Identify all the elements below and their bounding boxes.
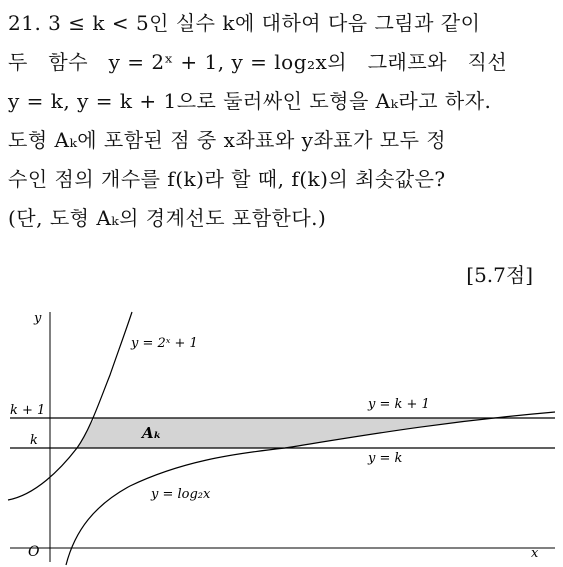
problem-line-1: 21. 3 ≤ k < 5인 실수 k에 대하여 다음 그림과 같이	[8, 11, 481, 35]
curve-exp-label: y = 2ˣ + 1	[131, 336, 198, 351]
graph-figure	[0, 300, 563, 567]
problem-line-2: 두 함수 y = 2ˣ + 1, y = log₂x의 그래프와 직선	[8, 50, 508, 74]
curve-log-label: y = log₂x	[151, 487, 211, 502]
axis-y-label: y	[34, 311, 42, 326]
problem-line-3: y = k, y = k + 1으로 둘러싸인 도형을 Aₖ라고 하자.	[8, 89, 492, 113]
problem-text	[8, 4, 560, 238]
tick-label-k: k	[30, 433, 38, 448]
axis-x-label: x	[531, 546, 539, 561]
line-upper-label: y = k + 1	[368, 397, 430, 412]
origin-label: O	[28, 544, 40, 560]
line-lower-label: y = k	[368, 451, 403, 466]
tick-label-k-plus-1: k + 1	[10, 403, 46, 418]
region-ak	[77, 418, 497, 448]
score-label: [5.7점]	[466, 263, 533, 287]
problem-line-5: 수인 점의 개수를 f(k)라 할 때, f(k)의 최솟값은?	[8, 167, 446, 191]
problem-line-4: 도형 Aₖ에 포함된 점 중 x좌표와 y좌표가 모두 정	[8, 128, 447, 152]
region-label: Aₖ	[142, 424, 162, 442]
problem-line-6: (단, 도형 Aₖ의 경계선도 포함한다.)	[8, 206, 327, 230]
